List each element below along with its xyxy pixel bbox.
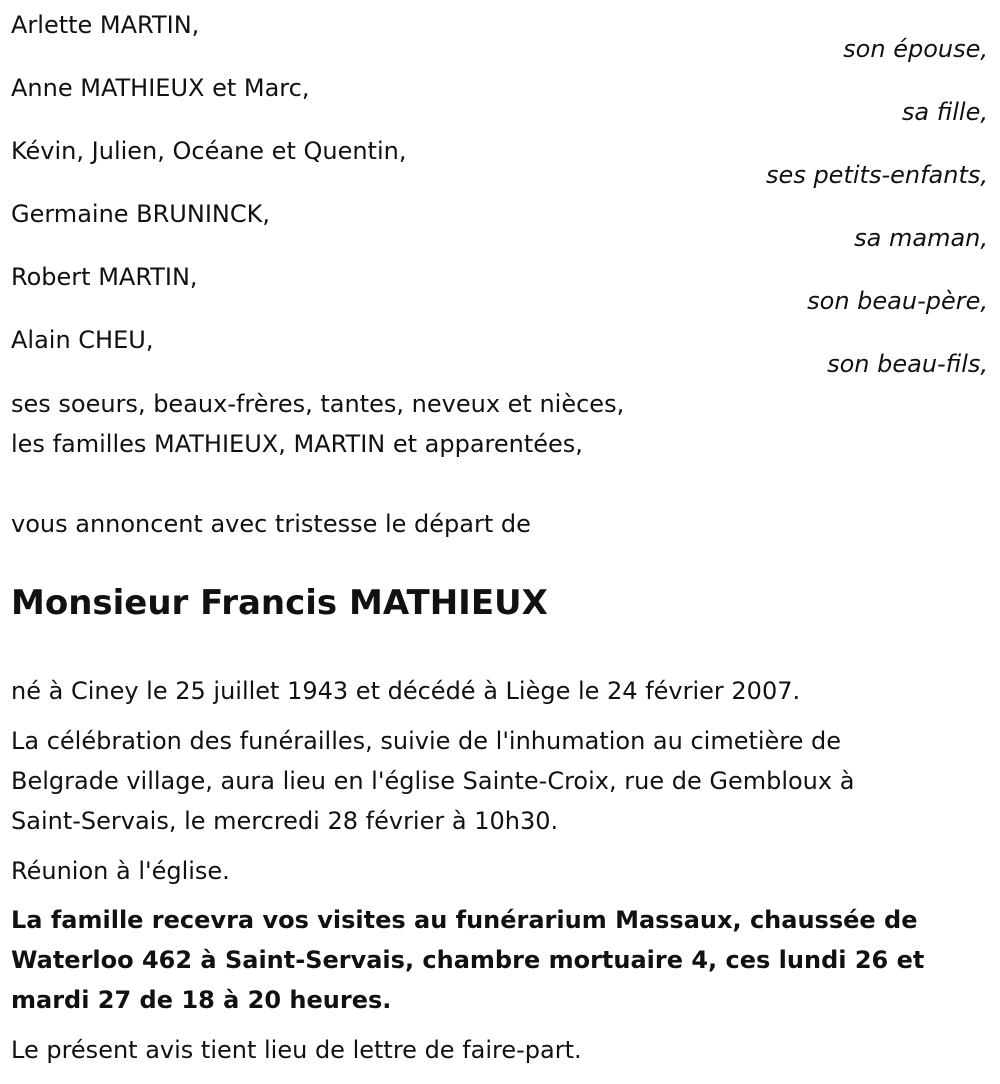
funeral-line: Saint-Servais, le mercredi 28 février à 10h30. (11, 807, 559, 835)
family-member-relation: son beau-père, (807, 287, 988, 315)
family-member-relation: sa maman, (854, 224, 988, 252)
funeral-line: La célébration des funérailles, suivie de l'inhumation au cimetière de (11, 727, 842, 755)
notice-text: Le présent avis tient lieu de lettre de faire-part. (11, 1036, 582, 1064)
family-member-name: Robert MARTIN, (11, 263, 198, 291)
funeral-line: Belgrade village, aura lieu en l'église Sainte-Croix, rue de Gembloux à (11, 767, 855, 795)
family-member-name: Germaine BRUNINCK, (11, 200, 270, 228)
relatives-line: les familles MATHIEUX, MARTIN et apparentées, (11, 430, 583, 458)
reunion-text: Réunion à l'église. (11, 857, 230, 885)
family-member-relation: son beau-fils, (827, 350, 988, 378)
deceased-name: Monsieur Francis MATHIEUX (11, 583, 548, 623)
family-member-name: Alain CHEU, (11, 326, 154, 354)
family-member-relation: sa fille, (901, 98, 988, 126)
birth-death-text: né à Ciney le 25 juillet 1943 et décédé à Liège le 24 février 2007. (11, 677, 801, 705)
relatives-line: ses soeurs, beaux-frères, tantes, neveux et nièces, (11, 390, 625, 418)
visits-line: mardi 27 de 18 à 20 heures. (11, 986, 392, 1014)
visits-line: La famille recevra vos visites au funérarium Massaux, chaussée de (11, 906, 918, 934)
family-member-relation: son épouse, (843, 35, 988, 63)
visits-line: Waterloo 462 à Saint-Servais, chambre mortuaire 4, ces lundi 26 et (11, 946, 925, 974)
announcement-text: vous annoncent avec tristesse le départ de (11, 510, 531, 538)
family-member-name: Anne MATHIEUX et Marc, (11, 74, 310, 102)
family-member-relation: ses petits-enfants, (766, 161, 988, 189)
family-member-name: Kévin, Julien, Océane et Quentin, (11, 137, 407, 165)
family-member-name: Arlette MARTIN, (11, 11, 200, 39)
